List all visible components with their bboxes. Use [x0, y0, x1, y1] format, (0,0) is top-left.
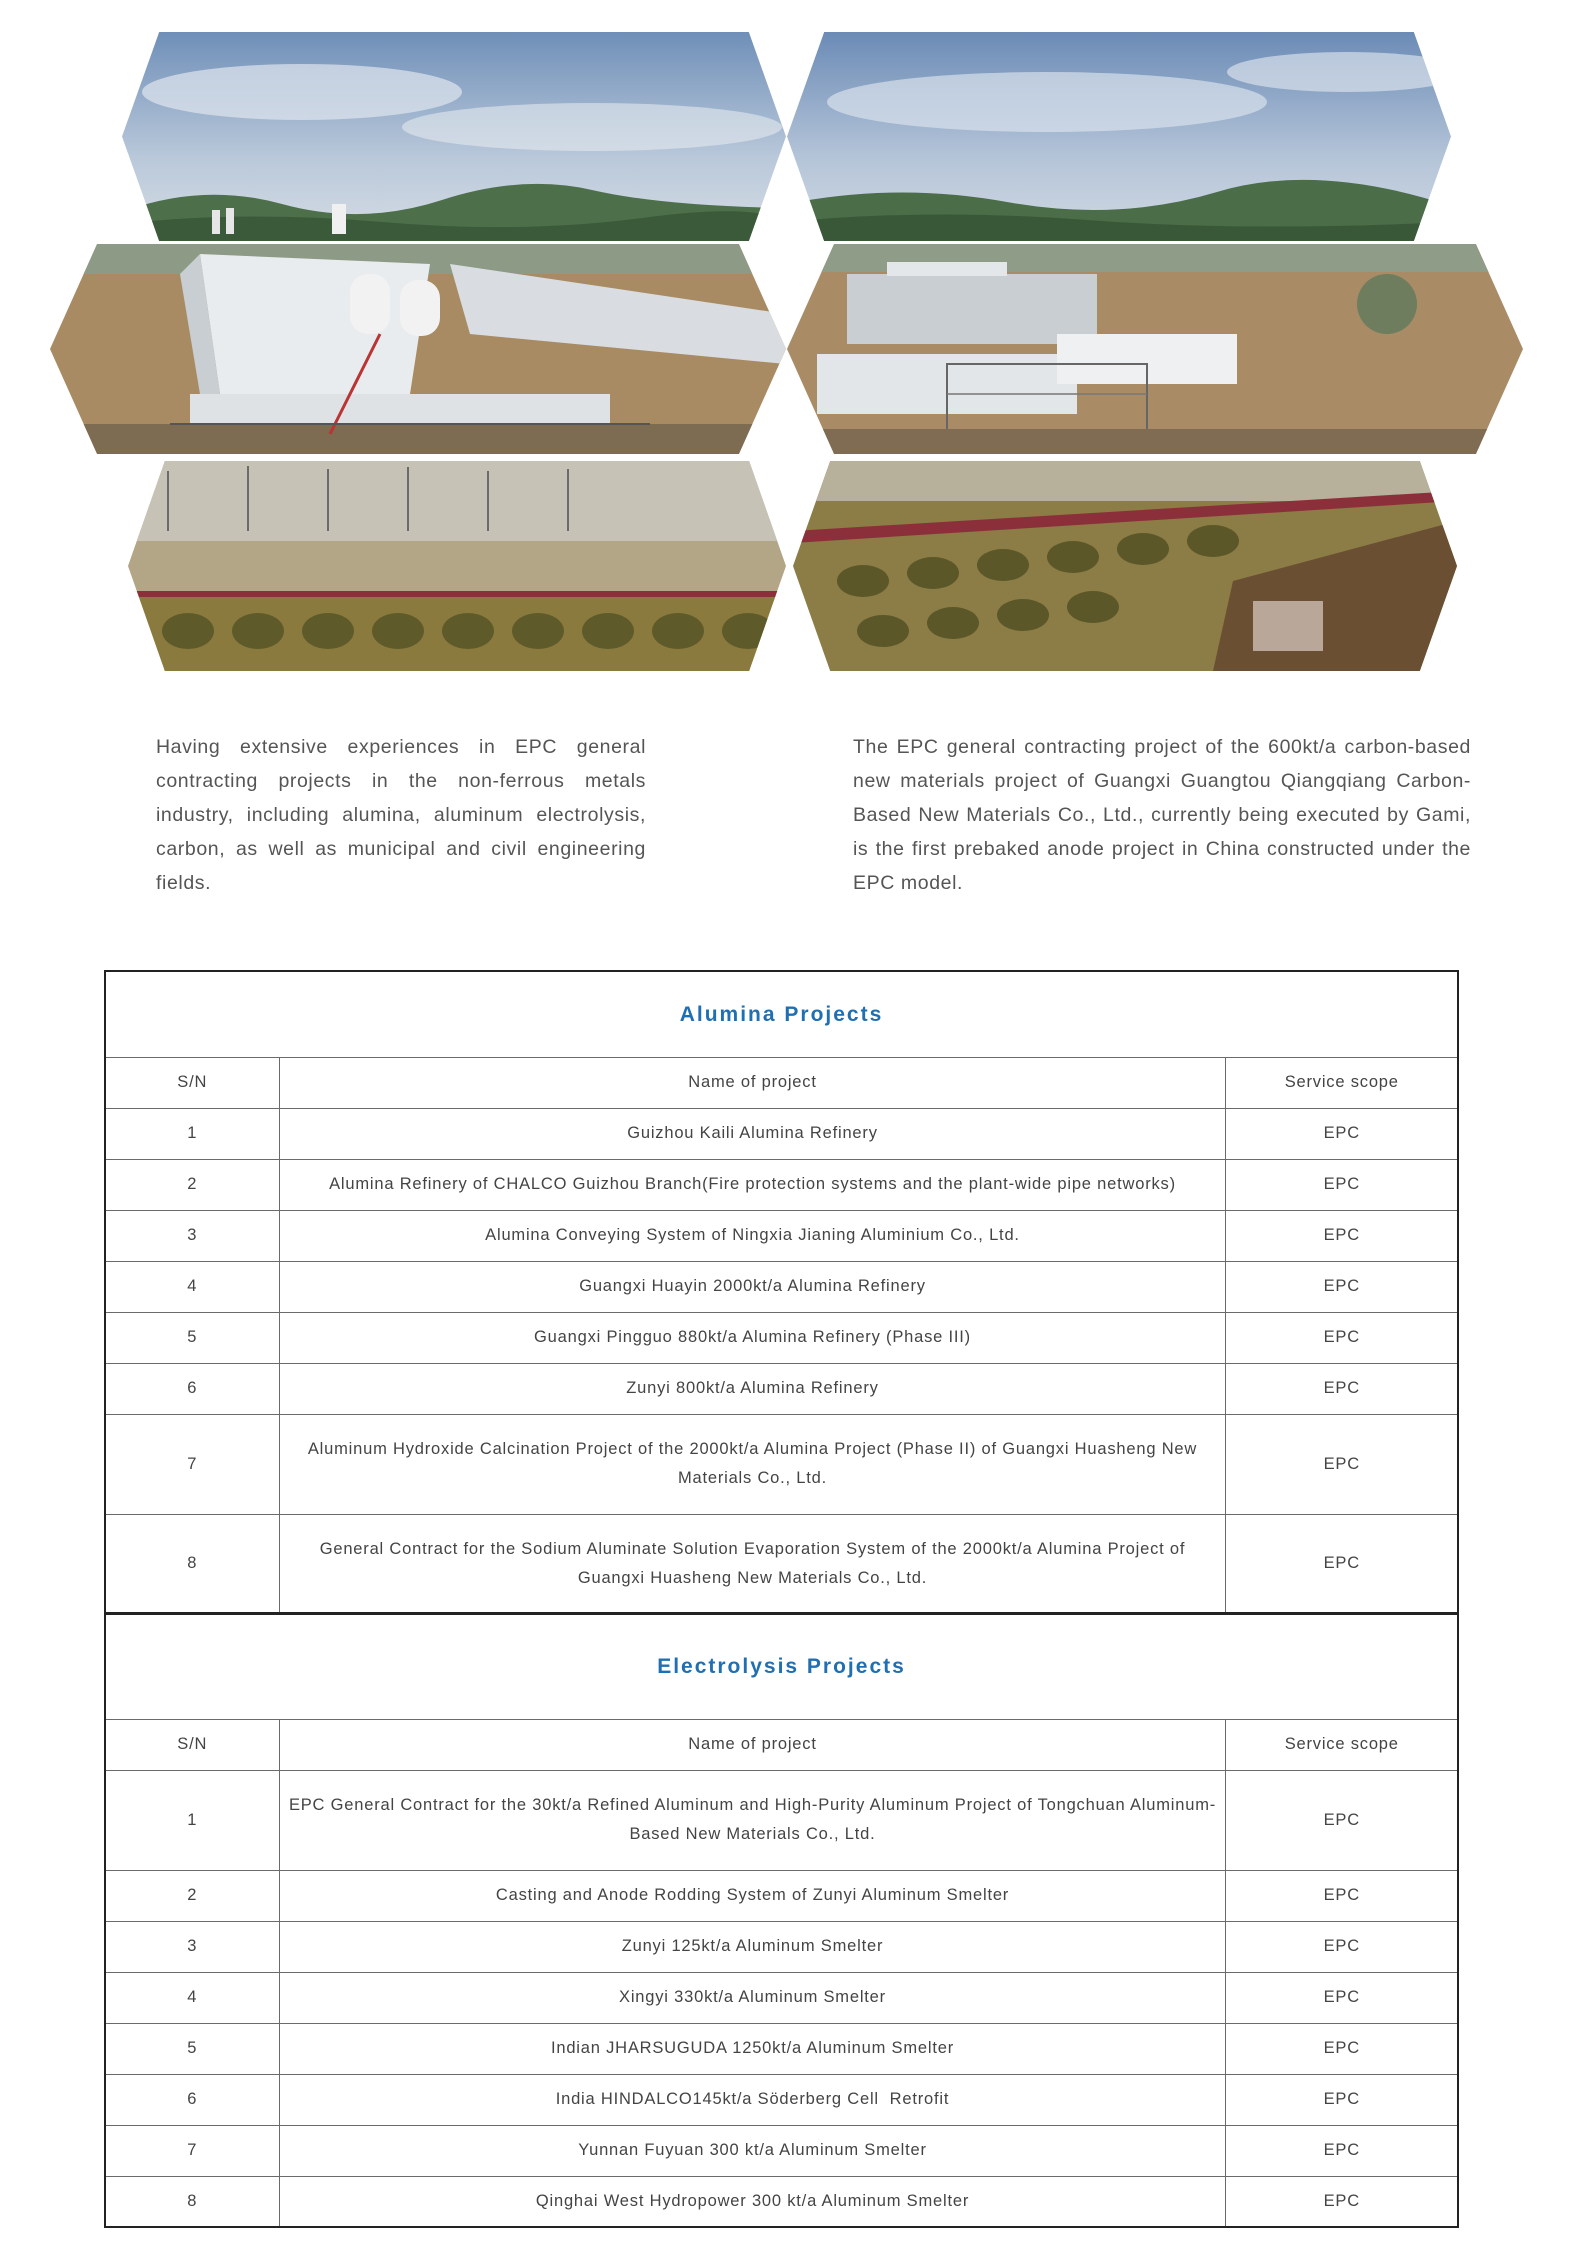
row-project-name: Guangxi Huayin 2000kt/a Alumina Refinery: [279, 1261, 1226, 1312]
row-sn: 3: [105, 1921, 279, 1972]
row-project-name: Guangxi Pingguo 880kt/a Alumina Refinery (Phase III): [279, 1312, 1226, 1363]
row-project-name: India HINDALCO145kt/a Söderberg Cell Retrofit: [279, 2074, 1226, 2125]
row-service-scope: EPC: [1226, 2023, 1458, 2074]
row-service-scope: EPC: [1226, 1414, 1458, 1514]
table-row: [105, 1108, 1458, 1159]
header-project-name: Name of project: [279, 1719, 1226, 1770]
table-row: [105, 1414, 1458, 1514]
header-service-scope: Service scope: [1226, 1057, 1458, 1108]
table-row: [105, 1972, 1458, 2023]
table-row: [105, 2074, 1458, 2125]
row-project-name: Zunyi 125kt/a Aluminum Smelter: [279, 1921, 1226, 1972]
row-project-name: Aluminum Hydroxide Calcination Project of the 2000kt/a Alumina Project (Phase II) of Guangxi Huasheng New Materials Co., Ltd.: [279, 1414, 1226, 1514]
table-row: [105, 2176, 1458, 2227]
electrolysis-section-title: Electrolysis Projects: [105, 1613, 1458, 1719]
row-project-name: Xingyi 330kt/a Aluminum Smelter: [279, 1972, 1226, 2023]
table-row: [105, 2023, 1458, 2074]
row-service-scope: EPC: [1226, 1870, 1458, 1921]
table-row: [105, 1870, 1458, 1921]
row-sn: 3: [105, 1210, 279, 1261]
table-row: [105, 1770, 1458, 1870]
plant-photo-sky-right: [787, 32, 1451, 241]
row-project-name: EPC General Contract for the 30kt/a Refined Aluminum and High-Purity Aluminum Project of Tongchuan Aluminum-Based New Materials Co., Ltd.: [279, 1770, 1226, 1870]
row-sn: 5: [105, 1312, 279, 1363]
intro-text-left: Having extensive experiences in EPC general contracting projects in the non-ferrous metals industry, including alumina, aluminum electrolysis, carbon, as well as municipal and civil engineering fields.: [156, 736, 646, 894]
row-project-name: Alumina Conveying System of Ningxia Jianing Aluminium Co., Ltd.: [279, 1210, 1226, 1261]
row-sn: 1: [105, 1770, 279, 1870]
row-service-scope: EPC: [1226, 1210, 1458, 1261]
row-sn: 5: [105, 2023, 279, 2074]
header-sn: S/N: [105, 1057, 279, 1108]
row-service-scope: EPC: [1226, 1921, 1458, 1972]
row-service-scope: EPC: [1226, 2074, 1458, 2125]
table-row: [105, 1363, 1458, 1414]
table-row: [105, 1921, 1458, 1972]
row-service-scope: EPC: [1226, 1514, 1458, 1614]
plant-photo-ground-left: [128, 461, 786, 671]
table-row: [105, 1514, 1458, 1614]
row-sn: 7: [105, 2125, 279, 2176]
header-service-scope: Service scope: [1226, 1719, 1458, 1770]
header-project-name: Name of project: [279, 1057, 1226, 1108]
table-row: [105, 1261, 1458, 1312]
row-project-name: Indian JHARSUGUDA 1250kt/a Aluminum Smelter: [279, 2023, 1226, 2074]
row-service-scope: EPC: [1226, 2125, 1458, 2176]
row-project-name: Casting and Anode Rodding System of Zunyi Aluminum Smelter: [279, 1870, 1226, 1921]
row-sn: 2: [105, 1159, 279, 1210]
alumina-projects-table: [104, 970, 1459, 1615]
plant-photo-ground-right: [793, 461, 1457, 671]
row-project-name: Alumina Refinery of CHALCO Guizhou Branch(Fire protection systems and the plant-wide pipe networks): [279, 1159, 1226, 1210]
table-header-row: [105, 1057, 1458, 1108]
table-row: [105, 2125, 1458, 2176]
row-sn: 6: [105, 1363, 279, 1414]
table-header-row: [105, 1719, 1458, 1770]
row-sn: 8: [105, 1514, 279, 1614]
row-project-name: Qinghai West Hydropower 300 kt/a Aluminum Smelter: [279, 2176, 1226, 2227]
table-row: [105, 1210, 1458, 1261]
row-service-scope: EPC: [1226, 1770, 1458, 1870]
row-sn: 4: [105, 1972, 279, 2023]
header-sn: S/N: [105, 1719, 279, 1770]
row-project-name: Guizhou Kaili Alumina Refinery: [279, 1108, 1226, 1159]
row-project-name: Yunnan Fuyuan 300 kt/a Aluminum Smelter: [279, 2125, 1226, 2176]
plant-photo-buildings-right: [787, 244, 1523, 454]
row-sn: 6: [105, 2074, 279, 2125]
row-service-scope: EPC: [1226, 1363, 1458, 1414]
row-sn: 1: [105, 1108, 279, 1159]
intro-text-right: The EPC general contracting project of the 600kt/a carbon-based new materials project of Guangxi Guangtou Qiangqiang Carbon-Based New Materials Co., Ltd., currently being executed by Gami, is the first prebaked anode project in China constructed under the EPC model.: [853, 736, 1471, 894]
row-sn: 4: [105, 1261, 279, 1312]
table-row: [105, 1312, 1458, 1363]
plant-photo-buildings-left: [50, 244, 786, 454]
row-service-scope: EPC: [1226, 1312, 1458, 1363]
row-project-name: General Contract for the Sodium Aluminate Solution Evaporation System of the 2000kt/a Alumina Project of Guangxi Huasheng New Materials Co., Ltd.: [279, 1514, 1226, 1614]
row-service-scope: EPC: [1226, 1159, 1458, 1210]
row-service-scope: EPC: [1226, 1108, 1458, 1159]
table-row: [105, 1159, 1458, 1210]
row-sn: 8: [105, 2176, 279, 2227]
row-sn: 2: [105, 1870, 279, 1921]
row-service-scope: EPC: [1226, 1972, 1458, 2023]
plant-photo-sky-left: [122, 32, 786, 241]
row-sn: 7: [105, 1414, 279, 1514]
row-service-scope: EPC: [1226, 2176, 1458, 2227]
alumina-section-title: Alumina Projects: [105, 971, 1458, 1057]
row-service-scope: EPC: [1226, 1261, 1458, 1312]
row-project-name: Zunyi 800kt/a Alumina Refinery: [279, 1363, 1226, 1414]
electrolysis-projects-table: [104, 1612, 1459, 2228]
